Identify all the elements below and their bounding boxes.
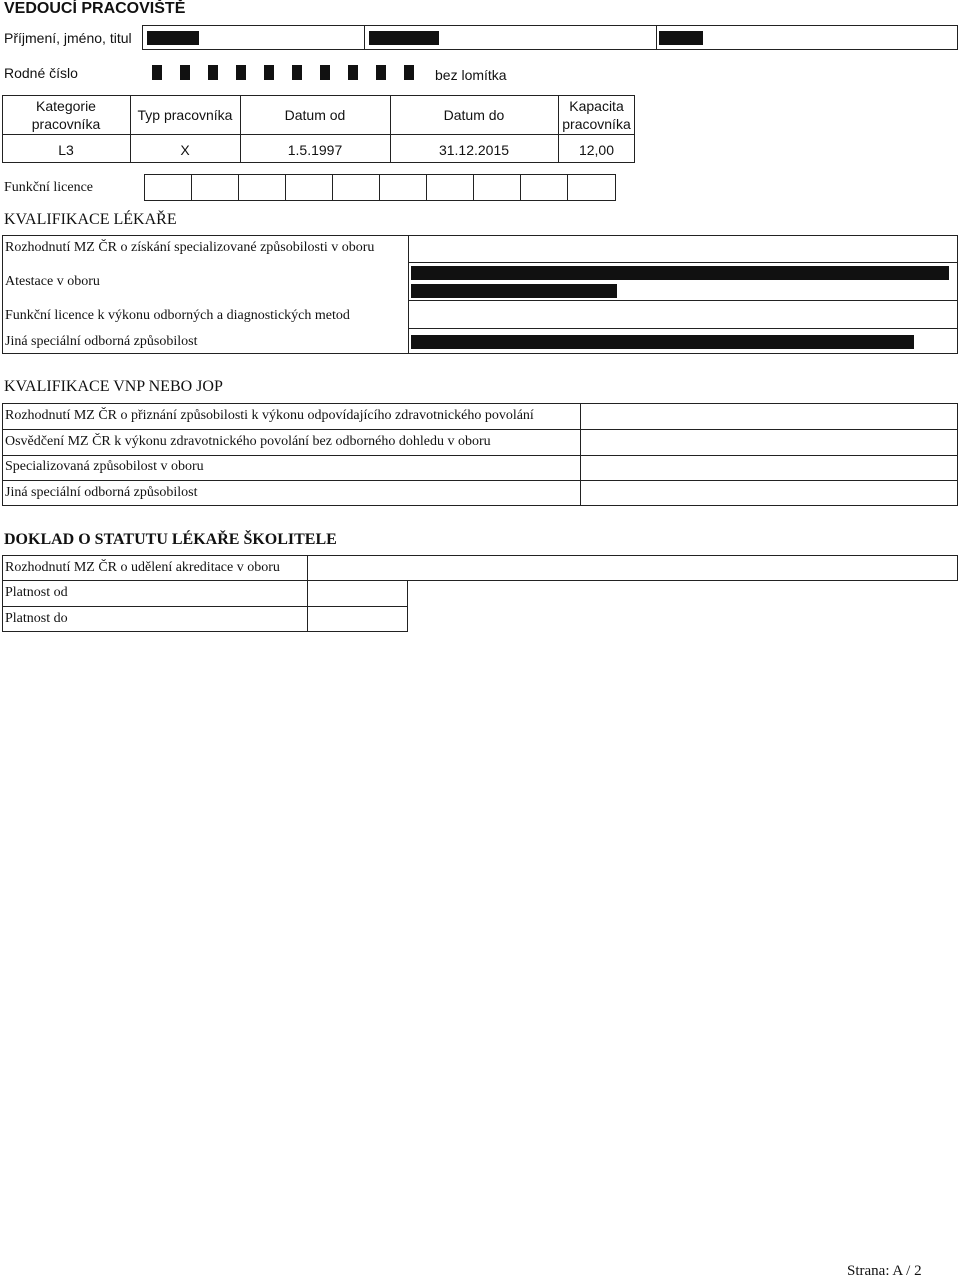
name-label: Příjmení, jméno, titul [4,30,132,46]
col-category: Kategorie pracovníka [31,98,101,132]
name-field[interactable] [142,25,958,50]
cell-capacity: 12,00 [578,142,615,158]
vnp-row-certificate: Osvědčení MZ ČR k výkonu zdravotnického povolání bez odborného dohledu v oboru [5,434,491,449]
section-title-vnp: KVALIFIKACE VNP NEBO JOP [4,378,223,395]
doctor-row-functional-license: Funkční licence k výkonu odborných a diagnostických metod [5,308,350,323]
redacted-attestation-1 [411,266,949,280]
doctor-row-attestation: Atestace v oboru [5,274,100,289]
birth-number-boxes[interactable] [144,60,424,84]
cell-date-to: 31.12.2015 [438,142,510,158]
doctor-row-specialization: Rozhodnutí MZ ČR o získání specializované způsobilosti v oboru [5,240,375,255]
page-number: Strana: A / 2 [847,1263,922,1279]
trainer-row-accreditation: Rozhodnutí MZ ČR o udělení akreditace v oboru [5,560,280,575]
vnp-row-decision: Rozhodnutí MZ ČR o přiznání způsobilosti k výkonu odpovídajícího zdravotnického povolání [5,408,534,423]
section-title-worker: VEDOUCÍ PRACOVIŠTĚ [4,0,186,17]
birth-number-label: Rodné číslo [4,65,78,81]
section-title-trainer: DOKLAD O STATUTU LÉKAŘE ŠKOLITELE [4,531,337,548]
col-type: Typ pracovníka [137,107,233,123]
col-capacity: Kapacita pracovníka [562,98,631,132]
redacted-other [411,335,914,349]
cell-date-from: 1.5.1997 [287,142,343,158]
vnp-row-other: Jiná speciální odborná způsobilost [5,485,198,500]
redacted-surname [147,31,199,45]
col-date-from: Datum od [284,107,346,123]
trainer-row-valid-from: Platnost od [5,585,68,600]
cell-category: L3 [58,142,74,158]
license-boxes[interactable] [144,174,616,201]
vnp-row-specialized: Specializovaná způsobilost v oboru [5,459,204,474]
doctor-row-other: Jiná speciální odborná způsobilost [5,334,198,349]
col-date-to: Datum do [443,107,505,123]
redacted-attestation-2 [411,284,617,298]
trainer-row-valid-to: Platnost do [5,611,68,626]
cell-type: X [180,142,190,158]
redacted-firstname [369,31,439,45]
section-title-doctor: KVALIFIKACE LÉKAŘE [4,211,177,228]
license-label: Funkční licence [4,180,94,195]
redacted-title [659,31,703,45]
birth-number-note: bez lomítka [435,67,507,83]
